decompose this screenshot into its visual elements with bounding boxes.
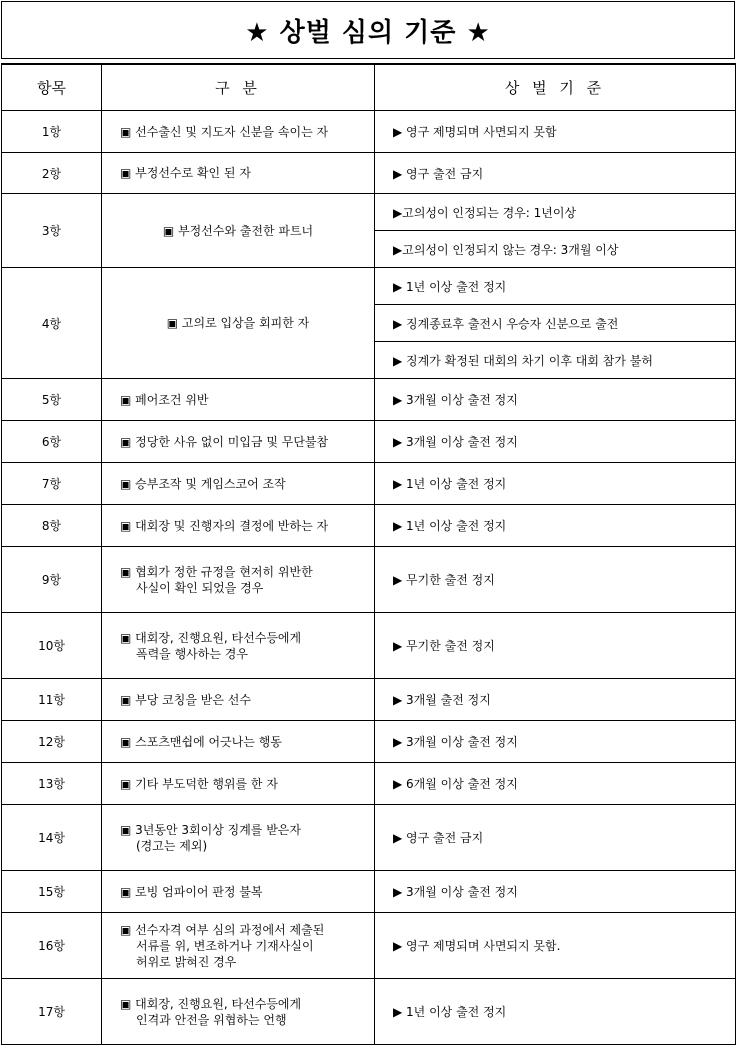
item-number: 16항: [2, 913, 102, 979]
header-row: [2, 64, 736, 111]
criteria-cell: ▶ 3개월 이상 출전 정지: [375, 871, 736, 913]
table-row: [2, 194, 736, 231]
category-text: ▣ 정당한 사유 없이 미입금 및 무단불참: [120, 434, 329, 449]
table-row: [2, 721, 736, 763]
category-text: ▣ 대회장, 진행요원, 타선수등에게: [120, 630, 302, 645]
category-cell: [102, 979, 375, 1045]
item-number: 3항: [2, 194, 102, 268]
item-number: 1항: [2, 111, 102, 153]
criteria-cell: ▶ 3개월 출전 정지: [375, 679, 736, 721]
table-row: [2, 913, 736, 979]
criteria-cell: ▶ 무기한 출전 정지: [375, 613, 736, 679]
category-text: ▣ 대회장 및 진행자의 결정에 반하는 자: [120, 518, 329, 533]
table-row: [2, 763, 736, 805]
category-cell: [102, 379, 375, 421]
category-text: ▣ 부정선수로 확인 된 자: [120, 166, 251, 180]
category-cell: [102, 613, 375, 679]
criteria-cell: ▶ 1년 이상 출전 정지: [375, 979, 736, 1045]
item-number: 8항: [2, 505, 102, 547]
category-text: ▣ 3년동안 3회이상 징계를 받은자: [120, 822, 301, 837]
criteria-cell: ▶ 3개월 이상 출전 정지: [375, 379, 736, 421]
category-cell: [102, 679, 375, 721]
table-row: [2, 379, 736, 421]
table-row: [2, 111, 736, 153]
item-number: 4항: [2, 268, 102, 379]
category-text: ▣ 페어조건 위반: [120, 392, 209, 407]
criteria-cell: ▶ 1년 이상 출전 정지: [375, 463, 736, 505]
table-row: [2, 979, 736, 1045]
category-text: ▣ 부당 코칭을 받은 선수: [120, 692, 251, 707]
criteria-cell: ▶ 영구 출전 금지: [375, 805, 736, 871]
category-text: ▣ 로빙 엄파이어 판정 불복: [120, 884, 263, 899]
item-number: 17항: [2, 979, 102, 1045]
item-number: 6항: [2, 421, 102, 463]
table-row: [2, 268, 736, 305]
item-number: 9항: [2, 547, 102, 613]
header-item: 항목: [2, 64, 102, 111]
category-text: 사실이 확인 되었을 경우: [136, 580, 264, 595]
category-text: 서류를 위, 변조하거나 기재사실이: [136, 938, 314, 953]
item-number: 5항: [2, 379, 102, 421]
table-row: [2, 153, 736, 194]
criteria-cell: ▶고의성이 인정되지 않는 경우: 3개월 이상: [375, 231, 736, 268]
category-text: ▣ 기타 부도덕한 행위를 한 자: [120, 776, 278, 791]
category-cell: [102, 268, 375, 379]
criteria-cell: ▶ 3개월 이상 출전 정지: [375, 721, 736, 763]
category-text: (경고는 제외): [136, 838, 208, 853]
criteria-cell: ▶ 무기한 출전 정지: [375, 547, 736, 613]
header-criteria: 상 벌 기 준: [375, 64, 736, 111]
item-number: 13항: [2, 763, 102, 805]
item-number: 7항: [2, 463, 102, 505]
criteria-cell: ▶ 1년 이상 출전 정지: [375, 505, 736, 547]
table-row: [2, 547, 736, 613]
category-text: 인격과 안전을 위협하는 언행: [136, 1012, 287, 1027]
category-text: 허위로 밝혀진 경우: [136, 954, 237, 969]
criteria-cell: ▶ 영구 제명되며 사면되지 못함.: [375, 913, 736, 979]
category-cell: [102, 111, 375, 153]
item-number: 2항: [2, 153, 102, 194]
category-cell: [102, 547, 375, 613]
category-text: ▣ 부정선수와 출전한 파트너: [162, 223, 314, 238]
category-text: ▣ 고의로 입상을 회피한 자: [166, 316, 310, 330]
criteria-cell: ▶ 6개월 이상 출전 정지: [375, 763, 736, 805]
item-number: 15항: [2, 871, 102, 913]
category-text: ▣ 협회가 정한 규정을 현저히 위반한: [120, 564, 313, 579]
item-number: 10항: [2, 613, 102, 679]
criteria-cell: ▶고의성이 인정되는 경우: 1년이상: [375, 194, 736, 231]
criteria-cell: ▶ 징계가 확정된 대회의 차기 이후 대회 참가 불허: [375, 342, 736, 379]
criteria-cell: ▶ 3개월 이상 출전 정지: [375, 421, 736, 463]
category-cell: [102, 763, 375, 805]
item-number: 11항: [2, 679, 102, 721]
header-category: 구 분: [102, 64, 375, 111]
page-title: ★ 상벌 심의 기준 ★: [1, 1, 735, 59]
category-text: 폭력을 행사하는 경우: [136, 646, 248, 661]
criteria-cell: ▶ 징계종료후 출전시 우승자 신분으로 출전: [375, 305, 736, 342]
category-cell: [102, 153, 375, 194]
category-cell: [102, 194, 375, 268]
category-cell: [102, 805, 375, 871]
table-row: [2, 871, 736, 913]
category-cell: [102, 721, 375, 763]
table-row: [2, 805, 736, 871]
table-row: [2, 613, 736, 679]
category-text: ▣ 선수출신 및 지도자 신분을 속이는 자: [120, 124, 329, 139]
table-row: [2, 463, 736, 505]
category-text: ▣ 선수자격 여부 심의 과정에서 제출된: [120, 922, 325, 937]
sanction-table: [1, 63, 736, 1045]
category-text: ▣ 승부조작 및 게임스코어 조작: [120, 476, 286, 491]
category-cell: [102, 463, 375, 505]
category-text: ▣ 스포츠맨쉽에 어긋나는 행동: [120, 734, 282, 749]
criteria-cell: ▶ 영구 제명되며 사면되지 못함: [375, 111, 736, 153]
category-cell: [102, 505, 375, 547]
criteria-cell: ▶ 영구 출전 금지: [375, 153, 736, 194]
item-number: 14항: [2, 805, 102, 871]
category-cell: [102, 421, 375, 463]
category-cell: [102, 871, 375, 913]
table-row: [2, 505, 736, 547]
category-cell: [102, 913, 375, 979]
criteria-cell: ▶ 1년 이상 출전 정지: [375, 268, 736, 305]
table-row: [2, 679, 736, 721]
category-text: ▣ 대회장, 진행요원, 타선수등에게: [120, 996, 302, 1011]
table-row: [2, 421, 736, 463]
item-number: 12항: [2, 721, 102, 763]
